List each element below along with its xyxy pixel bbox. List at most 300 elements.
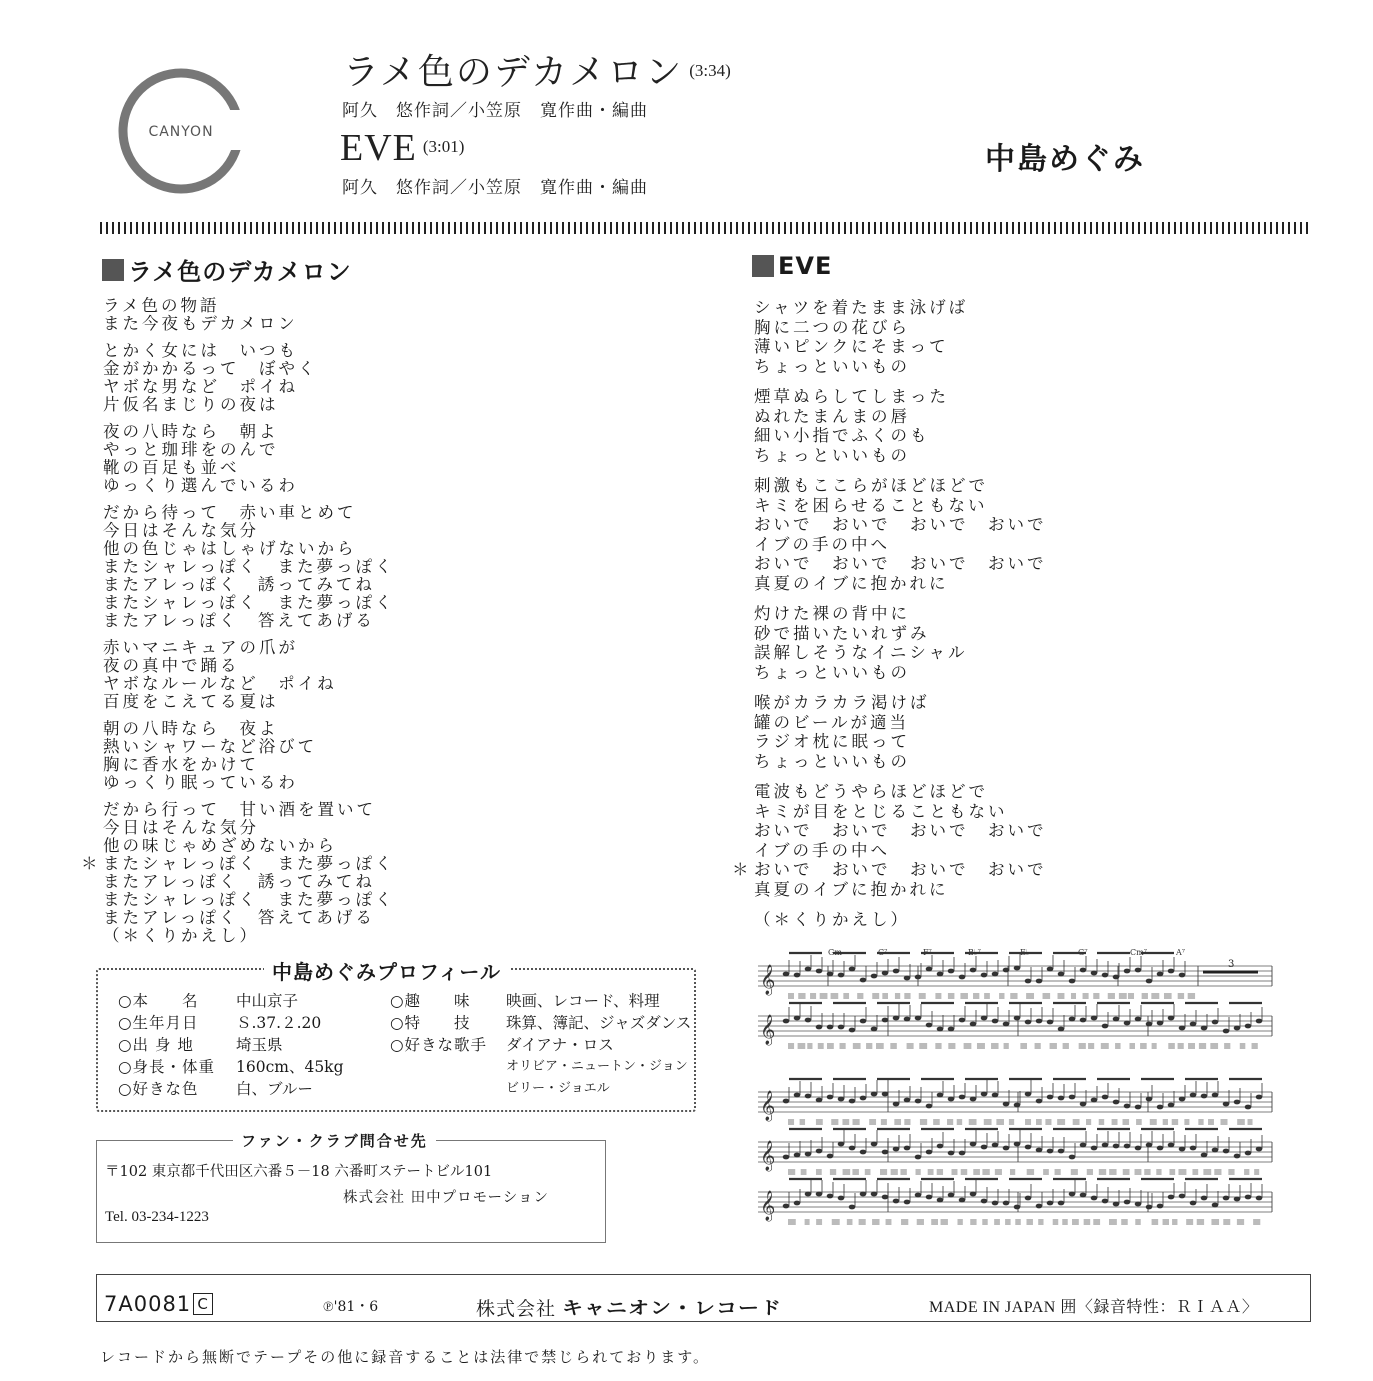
lyric-syllable	[810, 993, 816, 999]
lyric-syllable	[857, 993, 863, 999]
lyric-syllable	[1244, 1169, 1249, 1175]
note-head-icon	[926, 1104, 933, 1109]
note-head-icon	[1025, 1196, 1032, 1201]
fanclub-address: 〒102 東京都千代田区六番５－18 六番町ステートビル101	[105, 1164, 493, 1180]
note-head-icon	[1179, 1194, 1186, 1199]
lyric-stanza	[103, 342, 395, 414]
lyric-syllable	[1210, 1043, 1218, 1049]
note-head-icon	[1190, 1093, 1197, 1098]
note-head-icon	[1256, 1196, 1263, 1201]
lyric-line: 灼けた裸の背中に	[754, 604, 910, 623]
lyric-syllable	[984, 1119, 992, 1125]
lyric-syllable	[935, 993, 941, 999]
note-head-icon	[1124, 1021, 1131, 1026]
lyric-syllable	[904, 1119, 910, 1125]
note-head-icon	[805, 1192, 812, 1197]
note-head-icon	[1179, 1026, 1186, 1031]
lyric-syllable	[1223, 1219, 1230, 1225]
lyric-syllable	[995, 1169, 1002, 1175]
profile-row	[118, 1034, 344, 1056]
label-name: キャニオン・レコード	[562, 1297, 783, 1319]
lyric-line: シャツを着たまま泳げば	[754, 298, 969, 317]
lyric-syllable	[1055, 1169, 1061, 1175]
lyric-line: おいで おいで おいで おいで ＊	[732, 860, 1047, 879]
lyric-syllable	[798, 993, 805, 999]
note-head-icon	[1036, 1148, 1043, 1153]
note-head-icon	[926, 1195, 933, 1200]
lyric-syllable	[1026, 1219, 1032, 1225]
note-head-icon	[937, 1198, 944, 1203]
note-head-icon	[1245, 1151, 1252, 1156]
square-bullet-icon	[752, 255, 774, 277]
profile-value: 埼玉県	[236, 1036, 283, 1054]
note-head-icon	[981, 1145, 988, 1150]
lyric-syllable	[1027, 1169, 1034, 1175]
note-head-icon	[1223, 1196, 1230, 1201]
profile-key: ○好きな色	[118, 1080, 199, 1098]
lyric-syllable	[920, 1119, 927, 1125]
note-head-icon	[904, 976, 911, 981]
lyric-syllable	[919, 993, 926, 999]
note-head-icon	[981, 973, 988, 978]
note-head-icon	[882, 1092, 889, 1097]
lyric-syllable	[1172, 1219, 1177, 1225]
note-head-icon	[860, 1192, 867, 1197]
profile-value: Ｓ.37.２.20	[236, 1014, 322, 1032]
lyric-syllable	[1186, 1219, 1193, 1225]
lyric-syllable	[982, 1169, 989, 1175]
note-head-icon	[1146, 1143, 1153, 1148]
lyric-syllable	[1009, 1119, 1014, 1125]
lyric-line: ぬれたまんまの唇	[754, 406, 910, 426]
lyric-syllable	[1156, 1169, 1161, 1175]
lyric-syllable	[866, 1043, 872, 1049]
lyric-line: 電波もどうやらほどほどで	[754, 782, 988, 801]
lyric-line: 金がかかるって ぼやく	[103, 359, 318, 378]
note-head-icon	[970, 1022, 977, 1027]
profile-row	[118, 1078, 344, 1100]
profile-value: 160cm、45kg	[236, 1058, 344, 1076]
copyright-c-mark: C	[193, 1293, 213, 1315]
lyric-syllable	[1178, 1043, 1184, 1049]
lyric-stanza	[103, 639, 395, 711]
lyric-syllable	[1099, 1169, 1106, 1175]
lyric-syllable	[1172, 1119, 1178, 1125]
lyric-line: とかく女には いつも	[103, 341, 298, 360]
note-head-icon	[1102, 1095, 1109, 1100]
note-head-icon	[827, 1154, 834, 1159]
lyric-stanza	[754, 604, 1047, 682]
song-title-1-text: ラメ色のデカメロン	[343, 52, 684, 93]
lyrics-block-2	[732, 298, 1047, 941]
note-head-icon	[794, 1153, 801, 1158]
lyric-syllable	[800, 1119, 805, 1125]
note-head-icon	[1025, 1020, 1032, 1025]
lyric-syllable	[1045, 1119, 1051, 1125]
note-head-icon	[838, 1097, 845, 1102]
lyric-line: 朝の八時なら 夜よ	[103, 719, 279, 738]
note-head-icon	[1212, 1203, 1219, 1208]
note-head-icon	[948, 1151, 955, 1156]
note-head-icon	[959, 975, 966, 980]
lyric-stanza	[81, 800, 395, 945]
song-title-2	[340, 126, 464, 170]
lyric-line: 誤解しそうなイニシャル	[754, 643, 968, 662]
lyric-syllable	[805, 1219, 810, 1225]
lyric-syllable	[957, 1119, 962, 1125]
note-head-icon	[1256, 1019, 1263, 1024]
square-bullet-icon	[102, 259, 124, 281]
lyric-syllable	[996, 1119, 1004, 1125]
note-head-icon	[893, 1102, 900, 1107]
note-head-icon	[871, 974, 878, 979]
note-head-icon	[1234, 1197, 1241, 1202]
lyric-syllable	[1057, 1119, 1065, 1125]
chord-label: C⁷	[878, 948, 888, 957]
note-head-icon	[1014, 1016, 1021, 1021]
lyric-syllable	[1150, 1119, 1157, 1125]
sheet-music	[758, 946, 1278, 1251]
profile-row	[390, 1056, 691, 1078]
note-head-icon	[882, 1018, 889, 1023]
lyric-syllable	[853, 1043, 861, 1049]
lyric-syllable	[816, 1219, 822, 1225]
repeat-asterisk-mark: ＊	[732, 860, 752, 879]
note-head-icon	[893, 969, 900, 974]
lyric-syllable	[904, 993, 910, 999]
lyric-line: またアレっぽく 答えてあげる	[103, 908, 375, 927]
note-head-icon	[1234, 1154, 1241, 1159]
lyric-syllable	[1086, 1119, 1091, 1125]
note-head-icon	[959, 1018, 966, 1023]
note-head-icon	[1168, 1103, 1175, 1108]
lyric-stanza	[754, 910, 1047, 930]
lyric-syllable	[1248, 1119, 1253, 1125]
lyric-syllable	[1101, 1043, 1109, 1049]
lyric-syllable	[1010, 993, 1017, 999]
chord-label: Cm⁷	[1130, 948, 1147, 957]
note-head-icon	[1091, 1098, 1098, 1103]
lyric-syllable	[933, 1119, 940, 1125]
note-head-icon	[871, 1192, 878, 1197]
lyric-syllable	[1015, 1219, 1021, 1225]
note-head-icon	[970, 1192, 977, 1197]
lyric-syllable	[816, 1119, 823, 1125]
note-head-icon	[1201, 1026, 1208, 1031]
note-head-icon	[816, 1098, 823, 1103]
note-head-icon	[981, 1092, 988, 1097]
lyric-syllable	[1093, 993, 1099, 999]
note-head-icon	[1146, 1022, 1153, 1027]
lyric-line: ヤボな男など ポイね	[103, 377, 298, 396]
note-head-icon	[805, 1094, 812, 1099]
dotted-divider	[100, 222, 1308, 234]
note-head-icon	[816, 1149, 823, 1154]
lyric-syllable	[977, 1043, 985, 1049]
note-head-icon	[1058, 1027, 1065, 1032]
lyric-syllable	[1099, 1119, 1104, 1125]
note-head-icon	[937, 1144, 944, 1149]
lyric-syllable	[788, 1119, 794, 1125]
lyric-line: キミが目をとじることもない	[754, 801, 1008, 821]
note-head-icon	[915, 1016, 922, 1021]
lyric-syllable	[1163, 1219, 1169, 1225]
note-head-icon	[1091, 1146, 1098, 1151]
lyric-syllable	[1128, 993, 1134, 999]
note-head-icon	[1003, 1022, 1010, 1027]
note-head-icon	[1058, 1096, 1065, 1101]
note-head-icon	[849, 1146, 856, 1151]
lyric-line: 赤いマニキュアの爪が	[103, 638, 298, 657]
profile-right-column	[390, 990, 691, 1100]
note-head-icon	[1135, 1146, 1142, 1151]
lyric-syllable	[1129, 1043, 1135, 1049]
lyric-syllable	[1197, 1219, 1204, 1225]
note-head-icon	[1102, 973, 1109, 978]
lyric-syllable	[1062, 1219, 1067, 1225]
note-head-icon	[1047, 1149, 1054, 1154]
lyric-syllable	[1071, 1169, 1078, 1175]
lyric-syllable	[801, 1169, 807, 1175]
note-head-icon	[937, 1027, 944, 1032]
lyric-syllable	[961, 1169, 967, 1175]
profile-key	[390, 1056, 506, 1078]
note-head-icon	[981, 1199, 988, 1204]
treble-clef-icon: 𝄞	[760, 1015, 776, 1045]
lyric-syllable	[907, 1043, 914, 1049]
chord-label: B♭⁷	[968, 948, 981, 957]
lyric-syllable	[1203, 1169, 1211, 1175]
lyric-syllable	[916, 1169, 921, 1175]
note-head-icon	[1113, 975, 1120, 980]
lyric-line: ゆっくり眠っているわ	[103, 773, 298, 792]
lyric-syllable	[842, 1119, 849, 1125]
note-head-icon	[970, 968, 977, 973]
note-head-icon	[1201, 1094, 1208, 1099]
lyric-syllable	[964, 1043, 972, 1049]
note-head-icon	[893, 1147, 900, 1152]
note-head-icon	[1168, 1143, 1175, 1148]
note-head-icon	[1201, 1196, 1208, 1201]
note-head-icon	[1157, 1105, 1164, 1110]
lyric-line: またアレっぽく 答えてあげる	[103, 611, 375, 630]
lyric-stanza	[103, 720, 395, 792]
note-head-icon	[1245, 1195, 1252, 1200]
note-head-icon	[783, 1155, 790, 1160]
logo-text: CANYON	[148, 124, 214, 140]
note-head-icon	[1036, 1204, 1043, 1209]
note-head-icon	[1212, 1093, 1219, 1098]
lyric-syllable	[1152, 1043, 1157, 1049]
lyric-syllable	[1123, 1119, 1130, 1125]
lyric-syllable	[1184, 1119, 1189, 1125]
lyric-line: 真夏のイブに抱かれに	[754, 879, 949, 899]
lyric-syllable	[1005, 1219, 1010, 1225]
record-label	[476, 1292, 782, 1322]
note-head-icon	[1135, 968, 1142, 973]
note-head-icon	[904, 1200, 911, 1205]
note-head-icon	[1025, 1092, 1032, 1097]
lyric-syllable	[1087, 1169, 1093, 1175]
note-head-icon	[838, 1142, 845, 1147]
note-head-icon	[959, 1095, 966, 1100]
note-head-icon	[992, 1019, 999, 1024]
lyric-syllable	[865, 1169, 871, 1175]
lyric-syllable	[788, 1043, 794, 1049]
profile-title: 中島めぐみプロフィール	[264, 956, 509, 985]
lyric-stanza	[732, 782, 1047, 899]
note-head-icon	[926, 967, 933, 972]
lyric-syllable	[788, 993, 794, 999]
lyric-syllable	[999, 993, 1004, 999]
lyric-line: ゆっくり選んでいるわ	[103, 476, 298, 495]
profile-row	[390, 990, 691, 1012]
lyric-syllable	[1168, 1043, 1175, 1049]
treble-clef-icon: 𝄞	[760, 1141, 776, 1171]
note-head-icon	[904, 1017, 911, 1022]
note-head-icon	[1157, 1146, 1164, 1151]
note-head-icon	[1135, 1017, 1142, 1022]
lyric-syllable	[1163, 1119, 1168, 1125]
lyric-syllable	[1240, 1043, 1246, 1049]
note-head-icon	[1190, 1201, 1197, 1206]
note-head-icon	[904, 1098, 911, 1103]
lyric-syllable	[1050, 1043, 1057, 1049]
lyric-line: またシャレっぽく また夢っぽく	[103, 557, 395, 576]
lyric-syllable	[900, 1169, 906, 1175]
lyric-syllable	[947, 1119, 953, 1125]
lyric-syllable	[952, 1169, 958, 1175]
song-title-1	[343, 44, 731, 95]
lyric-line: またアレっぽく 誘ってみてね	[103, 872, 375, 891]
lyric-syllable	[881, 1119, 887, 1125]
lyric-syllable	[991, 1043, 998, 1049]
lyric-syllable	[853, 1119, 860, 1125]
note-head-icon	[1223, 1149, 1230, 1154]
lyric-syllable	[1252, 1043, 1258, 1049]
lyric-syllable	[1084, 1219, 1091, 1225]
lyric-syllable	[984, 993, 990, 999]
lyric-syllable	[1035, 1043, 1041, 1049]
lyrics-block-1	[81, 296, 395, 954]
lyric-stanza	[754, 387, 1047, 465]
lyric-syllable	[1123, 1169, 1130, 1175]
note-head-icon	[1091, 971, 1098, 976]
lyric-line: ちょっといいもの	[754, 356, 910, 376]
lyric-syllable	[798, 1043, 806, 1049]
profile-key: ○好きな歌手	[390, 1036, 488, 1054]
lyric-line: 熱いシャワーなど浴びて	[103, 737, 318, 756]
profile-key: ○特 技	[390, 1014, 471, 1032]
note-head-icon	[1256, 1095, 1263, 1100]
note-head-icon	[1014, 1142, 1021, 1147]
note-head-icon	[1146, 1205, 1153, 1210]
lyric-syllable	[1254, 1169, 1259, 1175]
note-head-icon	[992, 1201, 999, 1206]
lyric-syllable	[1108, 993, 1115, 999]
lyric-syllable	[1079, 1043, 1086, 1049]
note-head-icon	[1146, 1097, 1153, 1102]
note-head-icon	[805, 1152, 812, 1157]
note-head-icon	[1168, 1195, 1175, 1200]
note-head-icon	[893, 1016, 900, 1021]
note-head-icon	[882, 971, 889, 976]
note-head-icon	[1036, 1019, 1043, 1024]
fanclub-box	[96, 1132, 606, 1243]
note-head-icon	[794, 1201, 801, 1206]
lyric-syllable	[872, 1219, 879, 1225]
note-head-icon	[937, 972, 944, 977]
note-head-icon	[1003, 968, 1010, 973]
note-head-icon	[948, 969, 955, 974]
lyric-line: イブの手の中へ	[754, 534, 891, 554]
lyric-syllable	[957, 1219, 962, 1225]
note-head-icon	[1168, 969, 1175, 974]
lyric-syllable	[1152, 1219, 1159, 1225]
note-head-icon	[1091, 1196, 1098, 1201]
note-head-icon	[1069, 1192, 1076, 1197]
repeat-asterisk-mark: ＊	[81, 854, 101, 873]
lyric-line: おいで おいで おいで おいで	[754, 515, 1047, 534]
lyric-syllable	[1135, 1169, 1142, 1175]
profile-value: 珠算、簿記、ジャズダンス	[506, 1014, 692, 1032]
lyric-syllable	[1109, 1219, 1117, 1225]
note-head-icon	[1212, 1020, 1219, 1025]
lyric-syllable	[852, 1169, 858, 1175]
lyric-syllable	[1188, 1043, 1195, 1049]
lyric-line: 他の色じゃはしゃげないから	[103, 539, 357, 558]
note-head-icon	[1080, 1018, 1087, 1023]
lyric-syllable	[1199, 1043, 1206, 1049]
profile-value: ダイアナ・ロス	[506, 1036, 614, 1054]
note-head-icon	[794, 1093, 801, 1098]
note-head-icon	[1091, 1016, 1098, 1021]
note-head-icon	[1256, 1147, 1263, 1152]
lyric-line: ラメ色の物語	[103, 296, 220, 315]
lyric-line: 真夏のイブに抱かれに	[754, 573, 949, 593]
note-head-icon	[1168, 1016, 1175, 1021]
chord-label: E♭	[1020, 948, 1030, 957]
lyric-syllable	[937, 1169, 943, 1175]
note-head-icon	[827, 1025, 834, 1030]
song-credit-2: 阿久 悠作詞／小笠原 寛作曲・編曲	[342, 178, 648, 198]
note-head-icon	[838, 1196, 845, 1201]
note-head-icon	[1157, 972, 1164, 977]
note-head-icon	[805, 967, 812, 972]
lyric-syllable	[872, 993, 879, 999]
note-head-icon	[1245, 1105, 1252, 1110]
note-head-icon	[1036, 979, 1043, 984]
canyon-logo	[118, 68, 244, 194]
note-head-icon	[827, 1095, 834, 1100]
lyric-syllable	[840, 1043, 846, 1049]
profile-value: 中山京子	[236, 992, 299, 1010]
note-head-icon	[1014, 1205, 1021, 1210]
lyric-syllable	[1043, 993, 1051, 999]
copyright-warning: レコードから無断でテープその他に録音することは法律で禁じられております。	[100, 1348, 711, 1366]
note-head-icon	[783, 1019, 790, 1024]
lyric-syllable	[941, 1219, 948, 1225]
note-head-icon	[948, 1027, 955, 1032]
note-head-icon	[904, 1146, 911, 1151]
lyric-syllable	[1198, 1119, 1203, 1125]
lyric-line: （＊くりかえし）	[103, 926, 259, 945]
lyric-syllable	[935, 1043, 941, 1049]
note-head-icon	[926, 1150, 933, 1155]
lyric-syllable	[1192, 1169, 1198, 1175]
lyric-line: 今日はそんな気分	[103, 818, 259, 837]
lyric-syllable	[901, 1219, 908, 1225]
